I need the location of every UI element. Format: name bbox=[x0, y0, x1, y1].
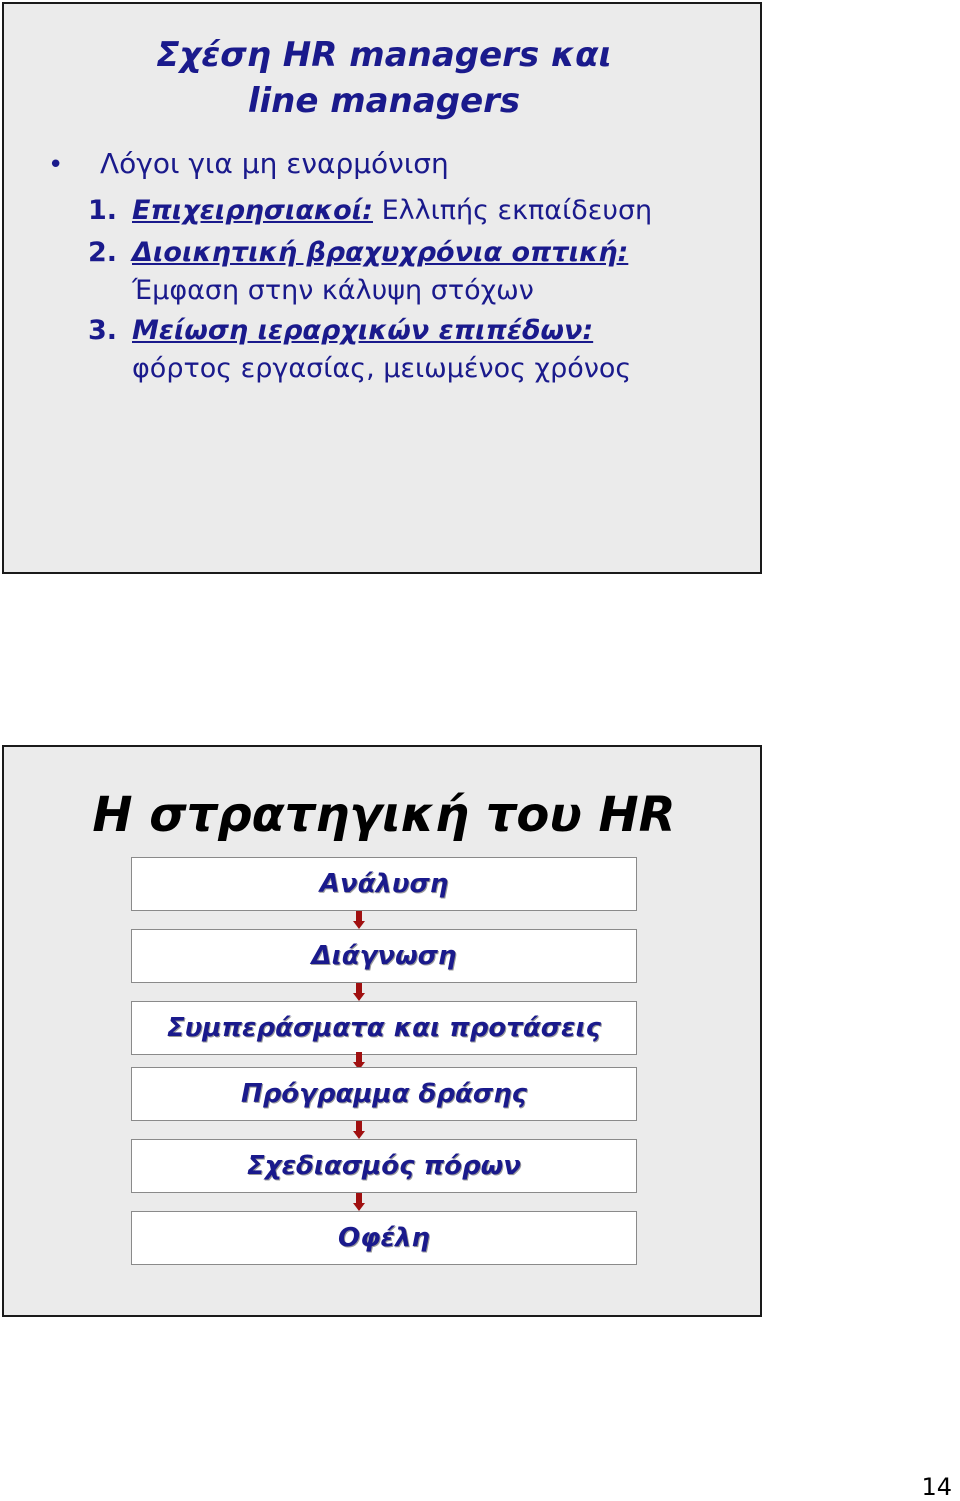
slide1-title-line1: Σχέση HR managers και bbox=[156, 35, 612, 75]
bullet-text: Λόγοι για μη εναρμόνιση bbox=[100, 147, 449, 180]
list-item-heading: Διοικητική βραχυχρόνια οπτική: bbox=[132, 237, 629, 268]
down-arrow-icon bbox=[353, 1193, 365, 1211]
flow-step-diagnosis: Διάγνωση bbox=[131, 929, 637, 983]
list-item-number: 3. bbox=[88, 315, 118, 346]
flow-step-action-plan: Πρόγραμμα δράσης bbox=[131, 1067, 637, 1121]
flow-step-analysis: Ανάλυση bbox=[131, 857, 637, 911]
bullet-dot-icon: • bbox=[48, 150, 64, 180]
list-item-heading: Μείωση ιεραρχικών επιπέδων: bbox=[132, 315, 594, 346]
slide-hr-strategy bbox=[2, 745, 762, 1317]
slide1-title bbox=[4, 32, 764, 124]
slide-hr-line-managers bbox=[2, 2, 762, 574]
flow-step-conclusions: Συμπεράσματα και προτάσεις bbox=[131, 1001, 637, 1055]
flow-step-benefits: Οφέλη bbox=[131, 1211, 637, 1265]
down-arrow-icon bbox=[353, 983, 365, 1001]
flow-step-resource-planning: Σχεδιασμός πόρων bbox=[131, 1139, 637, 1193]
list-item-text: Έμφαση στην κάλυψη στόχων bbox=[132, 275, 534, 306]
list-item-number: 1. bbox=[88, 195, 118, 226]
slide2-title: Η στρατηγική του HR bbox=[92, 787, 676, 843]
page-number: 14 bbox=[921, 1473, 952, 1501]
down-arrow-icon bbox=[353, 1121, 365, 1139]
list-item-2 bbox=[88, 234, 748, 310]
bullet-item bbox=[48, 146, 449, 183]
list-item-text: Ελλιπής εκπαίδευση bbox=[372, 195, 653, 226]
down-arrow-icon bbox=[353, 911, 365, 929]
list-item-text: φόρτος εργασίας, μειωμένος χρόνος bbox=[132, 353, 632, 384]
list-item-number: 2. bbox=[88, 237, 118, 268]
slide1-title-line2: line managers bbox=[247, 81, 521, 121]
list-item-heading: Επιχειρησιακοί: bbox=[132, 195, 373, 226]
list-item-3 bbox=[88, 312, 748, 388]
list-item-1 bbox=[88, 192, 748, 230]
